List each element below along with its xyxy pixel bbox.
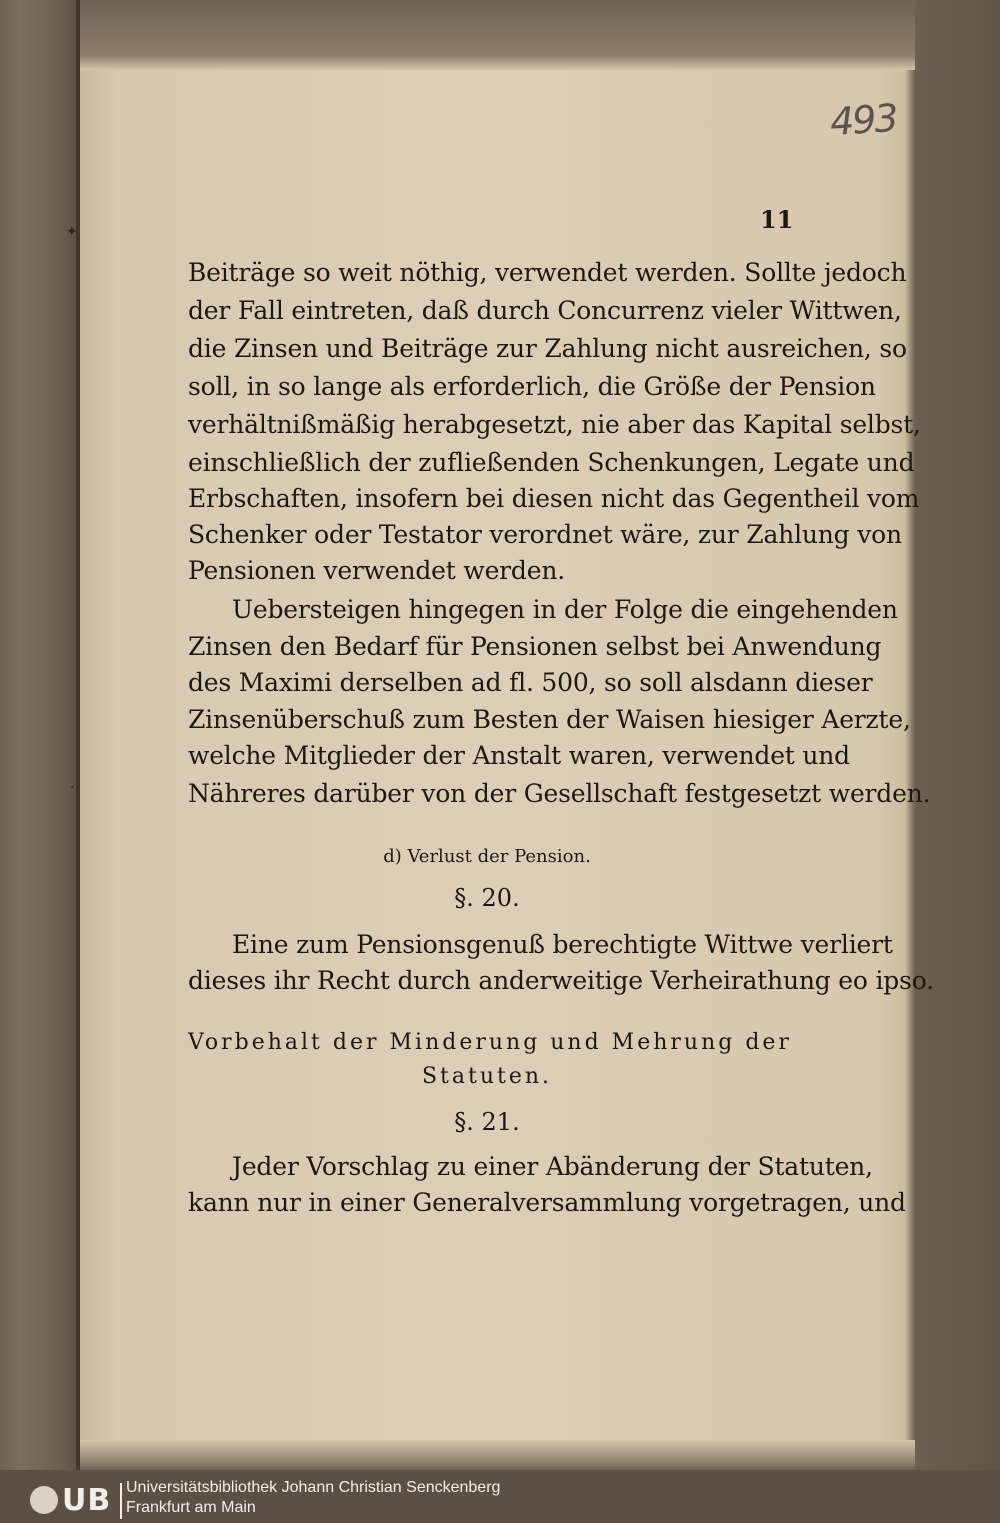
text-line: die Zinsen und Beiträge zur Zahlung nicht ausreichen, so — [188, 334, 907, 363]
text-line: Schenker oder Testator verordnet wäre, zur Zahlung von — [188, 520, 902, 549]
library-name: Universitätsbibliothek Johann Christian Senckenberg — [126, 1479, 501, 1496]
paragraph-number: §. 21. — [454, 1108, 520, 1136]
logo-divider — [120, 1483, 122, 1519]
text-line: welche Mitglieder der Anstalt waren, verwendet und — [188, 741, 850, 770]
text-line: soll, in so lange als erforderlich, die Größe der Pension — [188, 372, 876, 401]
text-line: kann nur in einer Generalversammlung vorgetragen, und — [188, 1188, 906, 1217]
text-line: Erbschaften, insofern bei diesen nicht das Gegentheil vom — [188, 484, 920, 513]
handwritten-page-number: 493 — [828, 95, 898, 145]
page-number: 11 — [760, 205, 794, 234]
text-line: Zinsen den Bedarf für Pensionen selbst bei Anwendung — [188, 632, 882, 661]
margin-mark: ✦ — [66, 224, 78, 240]
page-bottom-shadow — [80, 1440, 915, 1470]
logo-text: UB — [62, 1482, 112, 1518]
text-line: Beiträge so weit nöthig, verwendet werden. Sollte jedoch — [188, 258, 907, 287]
text-line: Nähreres darüber von der Gesellschaft festgesetzt werden. — [188, 779, 931, 808]
section-heading: d) Verlust der Pension. — [383, 846, 591, 867]
text-line: einschließlich der zufließenden Schenkungen, Legate und — [188, 448, 915, 477]
page-top-shadow — [80, 0, 915, 70]
text-line: des Maximi derselben ad fl. 500, so soll alsdann dieser — [188, 668, 873, 697]
text-line: dieses ihr Recht durch anderweitige Verheirathung eo ipso. — [188, 966, 934, 995]
text-line: Pensionen verwendet werden. — [188, 556, 565, 585]
text-line: Eine zum Pensionsgenuß berechtigte Wittwe verliert — [232, 930, 893, 959]
paragraph-number: §. 20. — [454, 884, 520, 912]
margin-mark: · — [70, 780, 75, 796]
text-line: verhältnißmäßig herabgesetzt, nie aber das Kapital selbst, — [188, 410, 921, 439]
text-line: Zinsenüberschuß zum Besten der Waisen hiesiger Aerzte, — [188, 705, 911, 734]
text-line: der Fall eintreten, daß durch Concurrenz vieler Wittwen, — [188, 296, 902, 325]
text-line: Jeder Vorschlag zu einer Abänderung der Statuten, — [232, 1152, 873, 1181]
seal-icon — [30, 1486, 58, 1514]
section-heading: Statuten. — [421, 1064, 553, 1089]
text-line: Uebersteigen hingegen in der Folge die eingehenden — [232, 595, 898, 624]
library-logo[interactable] — [30, 1484, 130, 1516]
section-heading: Vorbehalt der Minderung und Mehrung der — [188, 1030, 792, 1055]
library-city: Frankfurt am Main — [126, 1499, 256, 1516]
book-spine — [76, 0, 80, 1470]
